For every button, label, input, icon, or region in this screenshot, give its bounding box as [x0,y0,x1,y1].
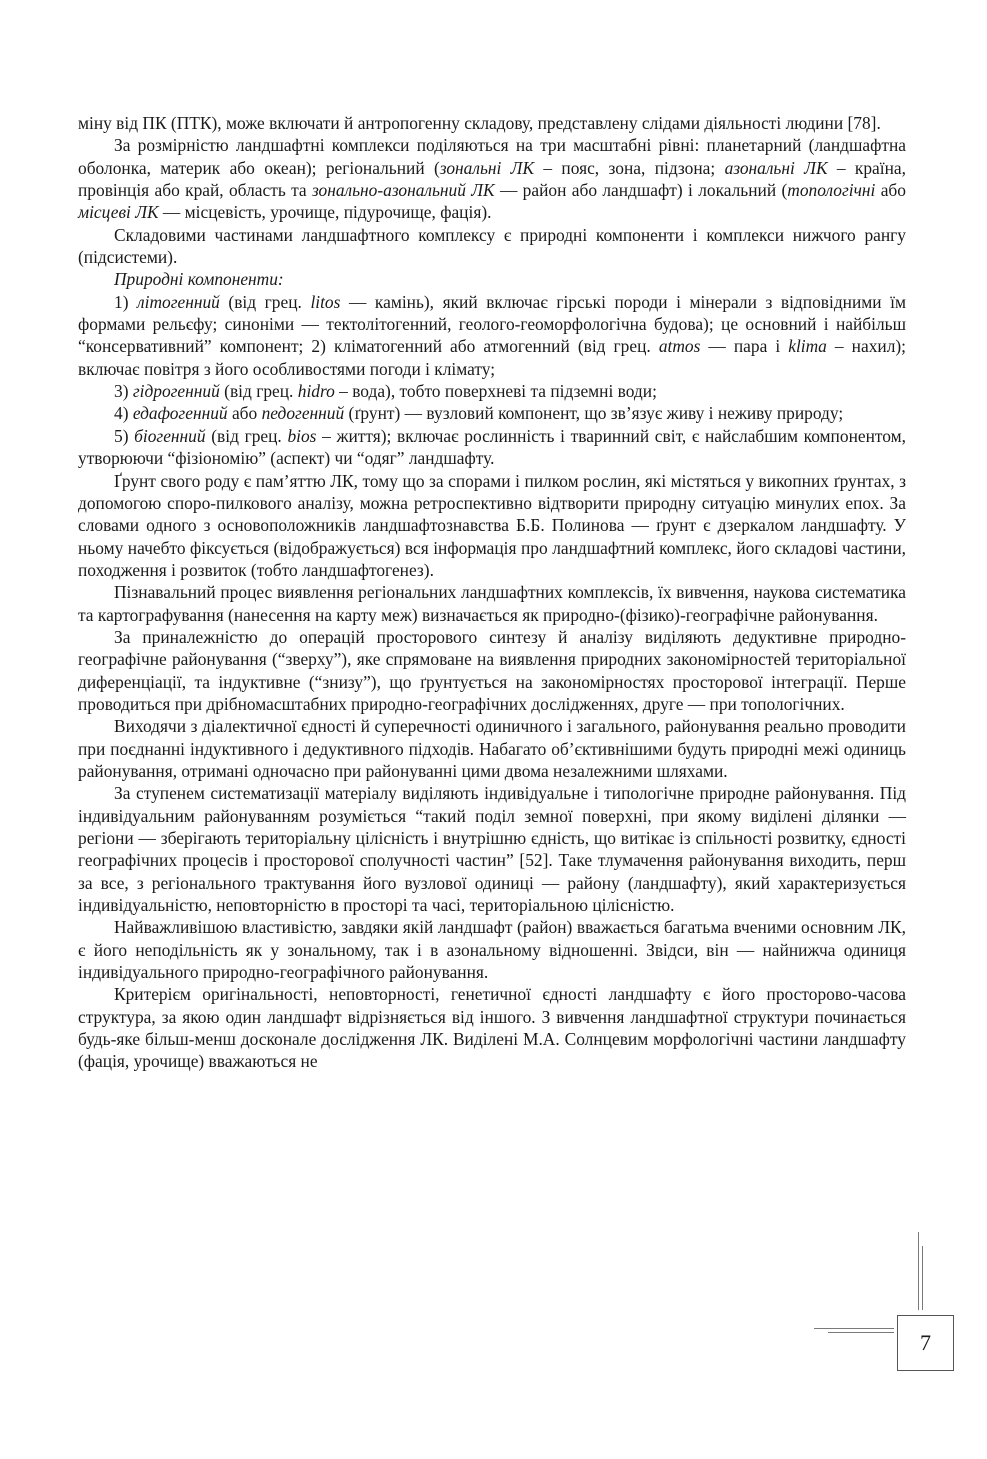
right-margin-rule-1 [918,1232,919,1310]
paragraph-criterion: Критерієм оригінальності, неповторності, генетичної єдності ландшафту є його просторово-часова структура, за якою один ландшафт відрізняється від іншого. З вивчення ландшафтної структури починається будь-яке більш-менш досконале дослідження ЛК. Виділені М.А. Солнцевим морфологічні частини ландшафту (фація, урочище) вважаються не [78,984,906,1072]
paragraph-indivisibility: Найважливішою властивістю, завдяки якій ландшафт (район) вважається багатьма вченими основним ЛК, є його неподільність як у зональному, так і в азональному відношенні. Звідси, він — найнижча одиниця індивідуального природно-географічного районування. [78,917,906,983]
paragraph-dialectical: Виходячи з діалектичної єдності й суперечності одиничного і загального, районування реально проводити при поєднанні індуктивного і дедуктивного підходів. Набагато об’єктивнішими будуть природні межі одиниць районування, отримані одночасно при районуванні цими двома незалежними шляхами. [78,716,906,781]
body-text [78,112,906,1073]
bottom-rule-2 [828,1332,894,1333]
paragraph-hydrogenic: 3) гідрогенний (від грец. hidro – вода), тобто поверхневі та підземні води; [114,381,657,402]
paragraph-biogenic: 5) біогенний (від грец. bios – життя); включає рослинність і тваринний світ, є найслабшим компонентом, утворюючи “фізіономію” (аспект) чи “одяг” ландшафту. [78,425,906,469]
paragraph-edaphogenic: 4) едафогенний або педогенний (ґрунт) — вузловий компонент, що зв’язує живу і неживу природу; [114,403,844,424]
paragraph-2: За розмірністю ландшафтні комплекси поділяються на три масштабні рівні: планетарний (ландшафтна оболонка, материк або океан); регіональний (зональні ЛК – пояс, зона, підзона; азональні ЛК – країна, провінція або край, область та зонально-азональний ЛК — район або ландшафт) і локальний (топологічні або місцеві ЛК — місцевість, урочище, підурочище, фація). [78,135,906,223]
paragraph-lithogenic: 1) літогенний (від грец. litos — камінь), який включає гірські породи і мінерали з відповідними їм формами рельєфу; синоніми — тектолітогенний, геолого-геоморфологічна будова); це основний і найбільш “консервативний” компонент; 2) кліматогенний або атмогенний (від грец. atmos — пара і klima – нахил); включає повітря з його особливостями погоди і клімату; [78,291,906,379]
paragraph-deductive-inductive: За приналежністю до операцій просторового синтезу й аналізу виділяють дедуктивне природно-географічне районування (“зверху”), яке спрямоване на виявлення природних закономірностей територіальної диференціації, та індуктивне (“знизу”), що ґрунтується на закономірностях просторової інтеграції. Перше проводиться при дрібномасштабних природно-географічних дослідженнях, друге — при топологічних. [78,626,906,714]
paragraph-soil: Ґрунт свого роду є пам’яттю ЛК, тому що за спорами і пилком рослин, які містяться у викопних ґрунтах, з допомогою споро-пилкового аналізу, можна ретроспективно відтворити природну ситуацію минулих епох. За словами одного з основоположників ландшафтознавства Б.Б. Полинова — ґрунт є дзеркалом ландшафту. У ньому начебто фіксується (відображується) вся інформація про ландшафтний комплекс, його складові частини, походження і розвиток (тобто ландшафтогенез). [78,470,906,580]
paragraph-3: Складовими частинами ландшафтного комплексу є природні компоненти і комплекси нижчого рангу (підсистеми). [78,224,906,268]
right-margin-rule-2 [922,1246,923,1310]
paragraph-1: міну від ПК (ПТК), може включати й антропогенну складову, представлену слідами діяльності людини [78]. [78,113,881,133]
page-number: 7 [920,1330,931,1355]
page-number-box [897,1315,954,1371]
bottom-rule-1 [814,1328,894,1329]
paragraph-individual-regionalization: За ступенем систематизації матеріалу виділяють індивідуальне і типологічне природне районування. Під індивідуальним районуванням розуміється “такий поділ земної поверхні, при якому виділені ділянки — регіони — зберігають територіальну цілісність і внутрішню єдність, що витікає із спільності розвитку, єдності географічних процесів і просторової сполучності частин” [52]. Таке тлумачення районування виходить, перш за все, з регіонального трактування його вузлової одиниці — району (ландшафту), який характеризується індивідуальністю, неповторністю в просторі та часі, територіальною цілісністю. [78,783,906,916]
subheading-natural-components: Природні компоненти: [114,269,284,290]
paragraph-cognitive-process: Пізнавальний процес виявлення регіональних ландшафтних комплексів, їх вивчення, наукова систематика та картографування (нанесення на карту меж) визначається як природно-(фізико)-географічне районування. [78,582,906,625]
